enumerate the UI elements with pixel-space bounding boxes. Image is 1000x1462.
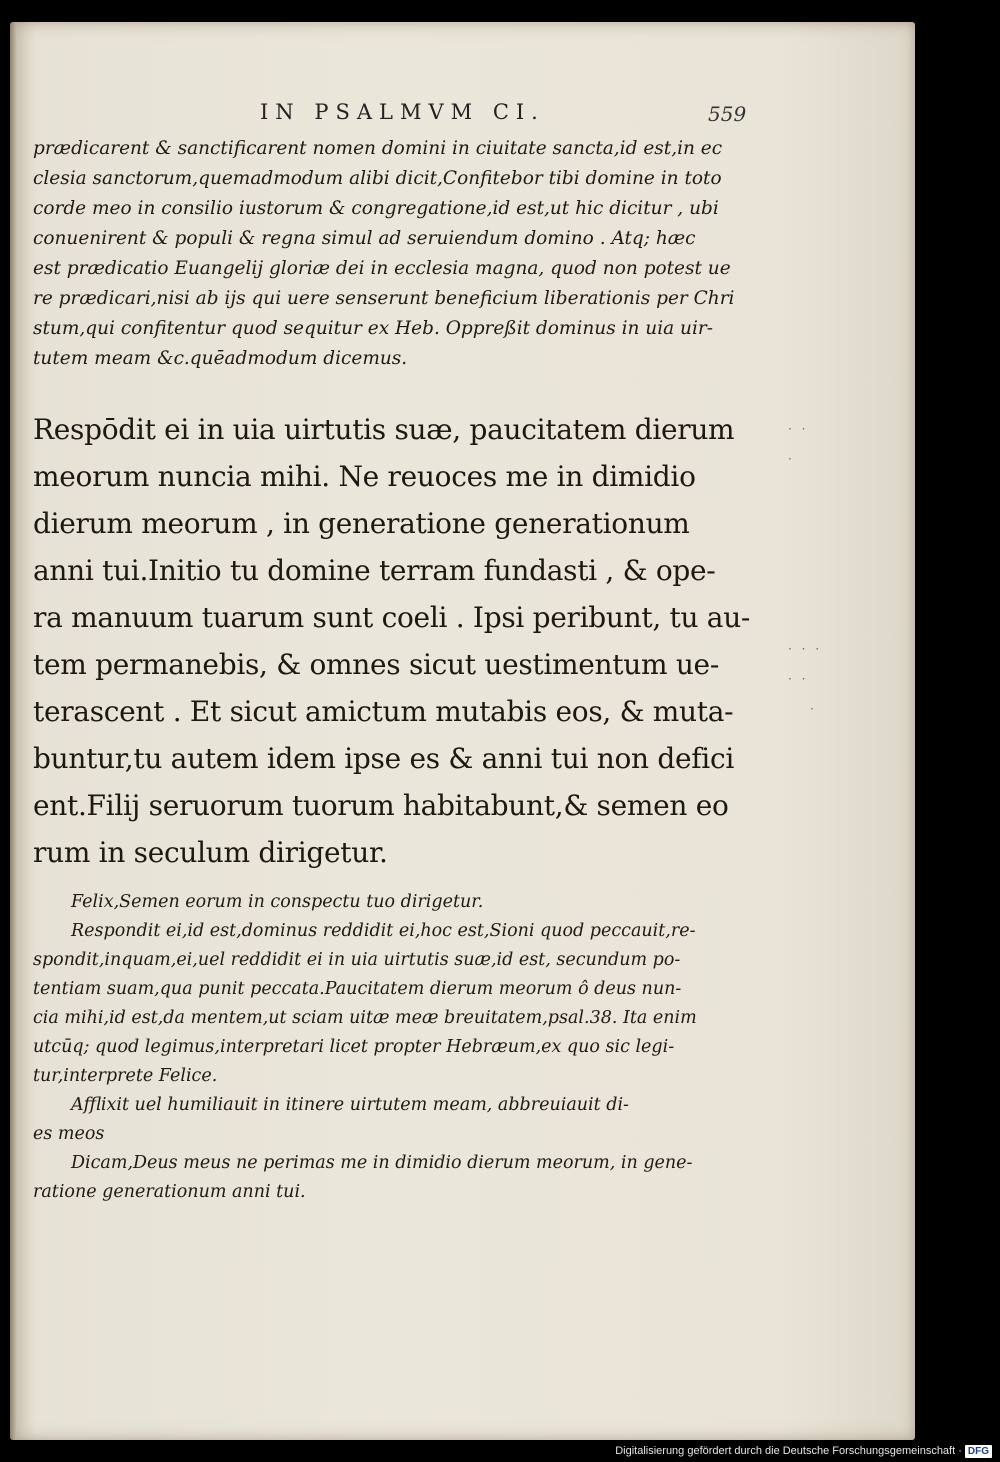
note-line: Felix,Semen eorum in conspectu tuo dirigetur. <box>71 892 484 912</box>
commentary-block <box>33 134 734 374</box>
psalm-line: anni tui.Initio tu domine terram fundasti , & ope- <box>33 554 716 587</box>
note-line: Respondit ei,id est,dominus reddidit ei,hoc est,Sioni quod peccauit,re- <box>71 921 696 941</box>
commentary-line: est prædicatio Euangelij gloriæ dei in ecclesia magna, quod non potest ue <box>33 258 731 279</box>
margin-mark: · <box>810 702 817 716</box>
note-line: Dicam,Deus meus ne perimas me in dimidio dierum meorum, in gene- <box>71 1153 693 1173</box>
page-number: 559 <box>708 102 747 126</box>
psalm-line: dierum meorum , in generatione generationum <box>33 507 690 540</box>
note-line: tentiam suam,qua punit peccata.Paucitatem dierum meorum ô deus nun- <box>33 979 682 999</box>
psalm-line: Respōdit ei in uia uirtutis suæ, paucitatem dierum <box>33 413 735 446</box>
note-line: spondit,inquam,ei,uel reddidit ei in uia uirtutis suæ,id est, secundum po- <box>33 950 681 970</box>
note-line: Afflixit uel humiliauit in itinere uirtutem meam, abbreuiauit di- <box>71 1095 629 1115</box>
psalm-line: ent.Filij seruorum tuorum habitabunt,& semen eo <box>33 789 729 822</box>
psalm-line: buntur,tu autem idem ipse es & anni tui non defici <box>33 742 734 775</box>
commentary-line: tutem meam &c.quēadmodum dicemus. <box>33 348 408 369</box>
margin-mark: · · · <box>788 642 823 656</box>
commentary-line: re prædicari,nisi ab ijs qui uere senserunt beneficium liberationis per Chri <box>33 288 735 309</box>
commentary-line: stum,qui confitentur quod sequitur ex Heb. Oppreßit dominus in uia uir- <box>33 318 713 339</box>
digitization-credit <box>615 1442 992 1460</box>
commentary-line: clesia sanctorum,quemadmodum alibi dicit,Confitebor tibi domine in toto <box>33 168 722 189</box>
credit-text: Digitalisierung gefördert durch die Deutsche Forschungsgemeinschaft · <box>615 1445 962 1457</box>
note-line: utcūq; quod legimus,interpretari licet propter Hebræum,ex quo sic legi- <box>33 1037 675 1057</box>
note-line: es meos <box>33 1124 105 1144</box>
commentary-line: conuenirent & populi & regna simul ad seruiendum domino . Atq; hæc <box>33 228 696 249</box>
note-line: tur,interprete Felice. <box>33 1066 218 1086</box>
page-gutter-shadow <box>10 22 16 1440</box>
dfg-logo: DFG <box>965 1445 992 1458</box>
psalm-line: rum in seculum dirigetur. <box>33 836 388 869</box>
psalm-line: meorum nuncia mihi. Ne reuoces me in dimidio <box>33 460 696 493</box>
commentary-line: corde meo in consilio iustorum & congregatione,id est,ut hic dicitur , ubi <box>33 198 719 219</box>
note-line: cia mihi,id est,da mentem,ut sciam uitæ meæ breuitatem,psal.38. Ita enim <box>33 1008 697 1028</box>
psalm-line: terascent . Et sicut amictum mutabis eos, & muta- <box>33 695 734 728</box>
margin-mark: · · <box>788 672 809 686</box>
book-page <box>10 22 915 1440</box>
psalm-verse-block <box>33 406 750 876</box>
margin-mark: · <box>788 452 795 466</box>
psalm-line: tem permanebis, & omnes sicut uestimentum ue- <box>33 648 719 681</box>
commentary-line: prædicarent & sanctificarent nomen domini in ciuitate sancta,id est,in ec <box>33 138 723 159</box>
notes-block <box>33 888 697 1207</box>
running-header: IN PSALMVM CI. <box>260 100 545 124</box>
note-line: ratione generationum anni tui. <box>33 1182 306 1202</box>
margin-mark: · · <box>788 422 809 436</box>
psalm-line: ra manuum tuarum sunt coeli . Ipsi peribunt, tu au- <box>33 601 751 634</box>
